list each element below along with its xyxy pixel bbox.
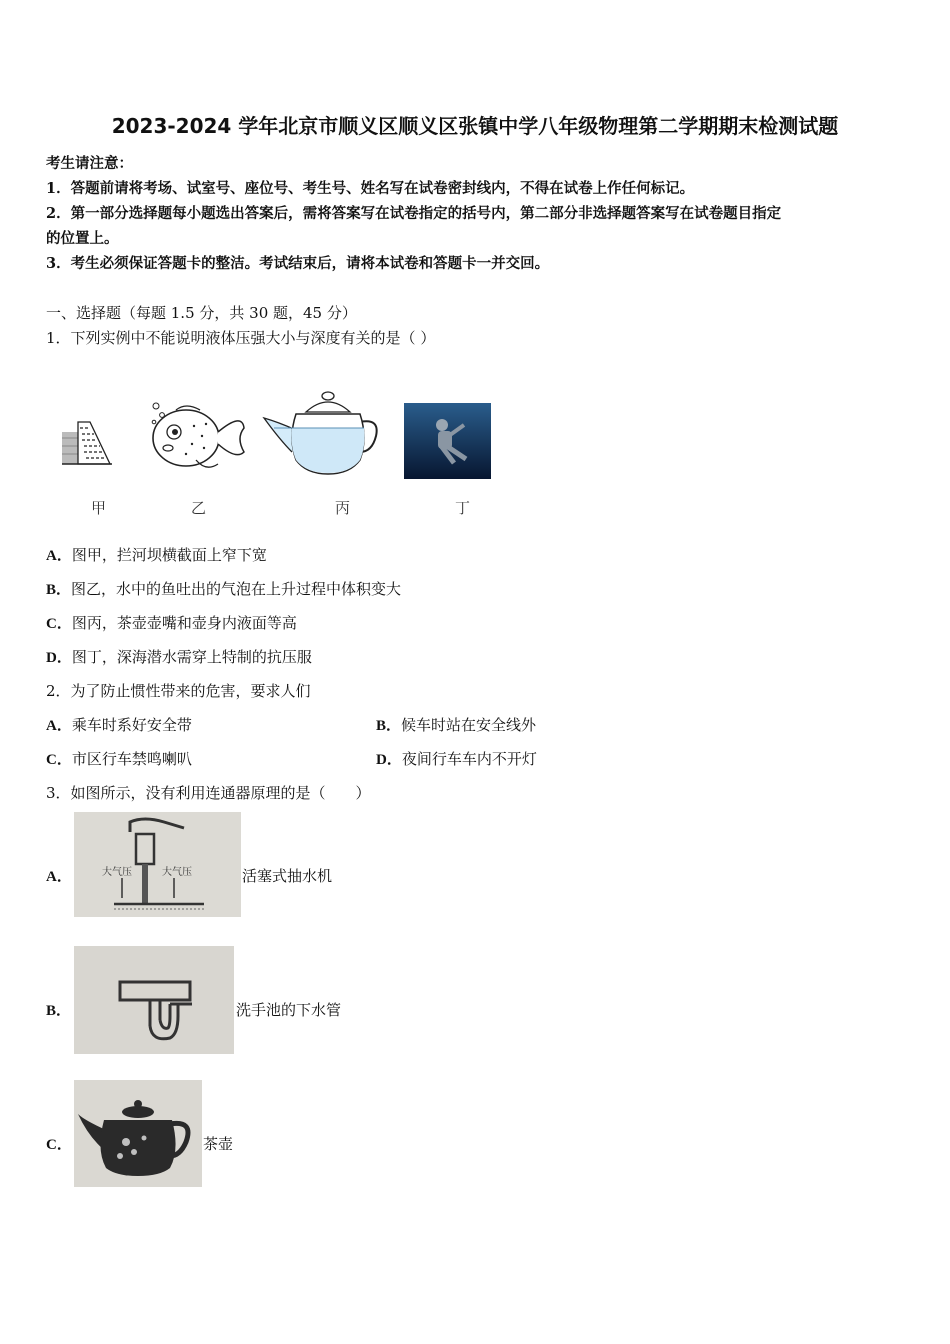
option-letter: B． [376, 718, 402, 734]
question-stem: 1．下列实例中不能说明液体压强大小与深度有关的是（ ） [46, 329, 436, 347]
question-stem: 3．如图所示，没有利用连通器原理的是（ ） [46, 784, 371, 802]
option-letter: A． [46, 548, 72, 564]
answer-option [376, 748, 537, 769]
diver-photo [404, 403, 491, 479]
option-letter: A． [46, 869, 72, 885]
notice-item: 的位置上。 [46, 230, 119, 247]
answer-option [46, 544, 267, 565]
figure-label: 乙 [191, 499, 207, 517]
option-text: 茶壶 [203, 1135, 234, 1153]
teapot-photo [74, 1080, 202, 1187]
pressure-label: 大气压 [162, 867, 192, 878]
answer-option [46, 646, 312, 667]
section-heading: 一、选择题（每题 1.5 分，共 30 题，45 分） [46, 304, 357, 322]
answer-option [46, 748, 192, 769]
figure-label: 丁 [455, 499, 471, 517]
fish-figure [146, 398, 248, 474]
option-letter: A． [46, 718, 72, 734]
option-letter: D． [376, 752, 402, 768]
option-text: 候车时站在安全线外 [401, 716, 537, 734]
notice-item: 3．考生必须保证答题卡的整洁。考试结束后，请将本试卷和答题卡一并交回。 [46, 255, 550, 272]
option-text: 图丁，深海潜水需穿上特制的抗压服 [71, 648, 312, 666]
notice-item: 1．答题前请将考场、试室号、座位号、考生号、姓名写在试卷密封线内，不得在试卷上作任何标记。 [46, 180, 695, 197]
figure-label: 甲 [91, 499, 107, 517]
answer-option [46, 612, 297, 633]
option-letter: C． [46, 752, 72, 768]
pressure-label: 大气压 [102, 867, 132, 878]
answer-option [46, 714, 192, 735]
option-letter: B． [46, 1003, 72, 1019]
option-letter: C． [46, 1137, 72, 1153]
notice-item: 2．第一部分选择题每小题选出答案后，需将答案写在试卷指定的括号内，第二部分非选择题答案写在试卷题目指定 [46, 205, 782, 222]
notice-heading: 考生请注意： [46, 155, 133, 172]
sink-drain-photo [74, 946, 234, 1054]
option-letter: C． [46, 616, 72, 632]
option-text: 洗手池的下水管 [236, 1001, 342, 1019]
option-letter: D． [46, 650, 72, 666]
page-title: 2023-2024 学年北京市顺义区顺义区张镇中学八年级物理第二学期期末检测试题 [111, 114, 839, 138]
answer-option [46, 578, 401, 599]
question-stem: 2．为了防止惯性带来的危害，要求人们 [46, 682, 311, 700]
option-text: 乘车时系好安全带 [71, 716, 192, 734]
option-text: 图甲，拦河坝横截面上窄下宽 [71, 546, 267, 564]
figure-label: 丙 [335, 499, 351, 517]
option-text: 市区行车禁鸣喇叭 [71, 750, 192, 768]
teapot-figure [262, 390, 382, 476]
dam-figure [62, 418, 112, 466]
piston-pump-photo [74, 812, 241, 917]
option-text: 夜间行车车内不开灯 [401, 750, 537, 768]
option-letter: B． [46, 582, 72, 598]
option-text: 活塞式抽水机 [242, 867, 333, 885]
option-text: 图乙，水中的鱼吐出的气泡在上升过程中体积变大 [71, 580, 402, 598]
answer-option [376, 714, 536, 735]
option-text: 图丙，茶壶壶嘴和壶身内液面等高 [71, 614, 297, 632]
